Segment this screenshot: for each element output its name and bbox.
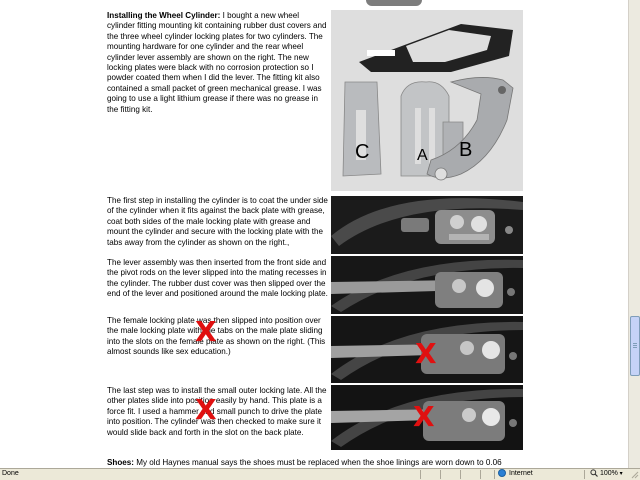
resize-grip-icon[interactable] xyxy=(630,470,639,479)
paragraph-female-plate: The female locking plate was then slipped into position over the male locking plate with the tabs on the male plate sliding into the slots on the female plate as shown on the right. (This almost sounds like sex education.) xyxy=(107,316,326,357)
status-bar xyxy=(0,468,640,480)
paragraph-first-step: The first step in installing the cylinder is to coat the under side of the cylinder when it fits against the back plate with grease, coat both sides of the male locking plate with grease and mount the cylinder and secure with the locking plate with the tabs away from the cylinder as shown on the right., xyxy=(107,196,328,247)
status-text: Done xyxy=(2,470,19,477)
red-x-mark-2: X xyxy=(415,337,437,370)
paragraph-lever-assembly: The lever assembly was then inserted from the front side and the pivot rods on the lever slipped into the mating recesses in the cylinder. The rubber dust cover was then slipped over the end of the lever and positioned around the male locking plate. xyxy=(107,258,328,299)
magnifier-icon xyxy=(590,469,598,477)
zone-label: Internet xyxy=(509,470,533,477)
security-zone[interactable] xyxy=(498,469,533,479)
red-x-mark-1: X xyxy=(195,315,217,348)
red-x-mark-3: X xyxy=(195,393,217,426)
cut-off-photo xyxy=(366,0,422,6)
shoes-body: My old Haynes manual says the shoes must be replaced when the shoe linings are worn down to 0.06 xyxy=(134,458,502,467)
zoom-level: 100% xyxy=(600,470,618,477)
paragraph-shoes xyxy=(107,458,627,468)
section-heading-shoes: Shoes: xyxy=(107,458,134,467)
plate-label-c: C xyxy=(355,141,370,163)
red-x-mark-4: X xyxy=(413,400,435,433)
photo-step-1 xyxy=(331,196,523,254)
zoom-control[interactable]: 100% ▾ xyxy=(590,469,623,479)
plate-label-b: B xyxy=(459,139,473,161)
globe-icon xyxy=(498,469,506,477)
paragraph-last-step: The last step was to install the small outer locking late. All the other plates slide into position easily by hand. This plate is a force fit. I used a hammer and small punch to drive the plate into position. The cylinder was then checked to make sure it would slide back and forth in the slot on the back plate. xyxy=(107,386,327,437)
plate-label-a: A xyxy=(417,147,428,164)
photo-step-2 xyxy=(331,256,523,314)
paragraph-body: I bought a new wheel cylinder fitting mounting kit containing rubber dust covers and the three wheel cylinder locking plates for two cylinders. The mounting hardware for one cylinder and the rear wheel cylinder lever assembly are shown on the right. The new locking plates were black with no corrosion protection so I powder coated them when I did the lever. The fitting kit also contained a small packet of green mechanical grease. I was going to use a light lithium grease if there was no grease in the fitting kit. xyxy=(107,11,327,114)
top-cut-off-content xyxy=(0,0,628,10)
paragraph-installing-cylinder xyxy=(107,11,329,115)
section-heading-installing: Installing the Wheel Cylinder: xyxy=(107,11,221,20)
vertical-scrollbar[interactable] xyxy=(628,0,640,468)
photo-parts-kit xyxy=(331,10,523,191)
photo-parts-kit-drawing xyxy=(331,10,523,191)
photo-step-1-drawing xyxy=(331,196,523,254)
scrollbar-thumb[interactable] xyxy=(630,316,640,376)
photo-step-2-drawing xyxy=(331,256,523,314)
